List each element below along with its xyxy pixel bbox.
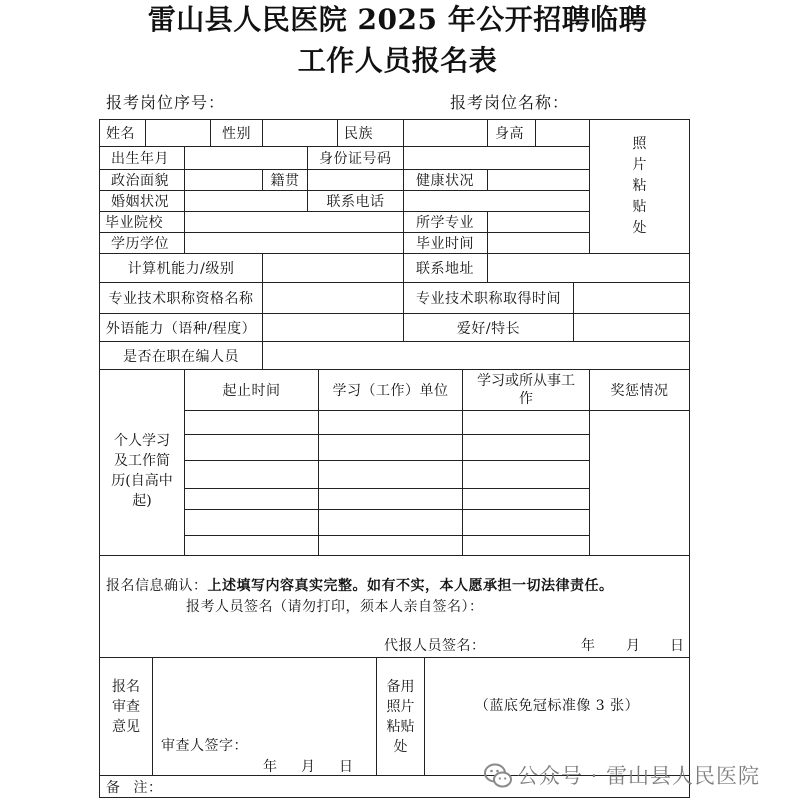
resume-work-cell: [462, 488, 590, 510]
height-value-cell: [535, 119, 590, 147]
resume-work-cell: [462, 410, 590, 435]
resume-period-cell: [184, 434, 319, 461]
gender-label: 性别: [210, 119, 263, 147]
birth-date-label: 出生年月: [99, 146, 185, 170]
form-title-line1: 雷山县人民医院 2025 年公开招聘临聘: [147, 3, 648, 36]
resume-unit-cell: [318, 509, 463, 536]
political-status-label: 政治面貌: [99, 169, 185, 191]
resume-period-cell: [184, 509, 319, 536]
school-label: 毕业院校: [99, 211, 185, 233]
photo-paste-area: [589, 119, 690, 254]
resume-unit-cell: [318, 434, 463, 461]
position-number-label: 报考岗位序号：: [106, 93, 226, 112]
confirmation-statement: 上述填写内容真实完整。如有不实，本人愿承担一切法律责任。: [207, 578, 614, 594]
spare-photo-area: [424, 657, 690, 776]
language-value-cell: [262, 313, 404, 342]
resume-period-cell: [184, 535, 319, 556]
resume-label-cell: [99, 369, 185, 556]
resume-work-cell: [462, 434, 590, 461]
gender-value-cell: [262, 119, 338, 147]
resume-header-unit: 学习（工作）单位: [318, 369, 463, 411]
native-place-label: 籍贯: [262, 169, 308, 191]
reviewer-signature-label: 审查人签字：: [161, 738, 248, 754]
resume-header-work: 学习或所从事工作: [477, 373, 575, 407]
name-value-cell: [145, 119, 211, 147]
confirmation-line: [106, 577, 614, 595]
confirmation-date-month: 月: [626, 638, 641, 654]
title-time-value-cell: [573, 282, 690, 314]
confirmation-section: [99, 555, 690, 658]
title-name-value-cell: [262, 282, 404, 314]
id-number-value-cell: [403, 146, 590, 170]
confirmation-date-day: 日: [670, 638, 685, 654]
address-label: 联系地址: [403, 253, 488, 283]
health-label: 健康状况: [403, 169, 488, 191]
review-date-day: 日: [339, 759, 354, 775]
resume-header-work-cell: [462, 369, 590, 411]
form-title-line2: 工作人员报名表: [297, 44, 498, 77]
review-date-year: 年: [263, 759, 278, 775]
health-value-cell: [487, 169, 590, 191]
resume-period-cell: [184, 488, 319, 510]
school-value-cell: [184, 211, 404, 233]
review-label-cell: [99, 657, 153, 776]
resume-unit-cell: [318, 535, 463, 556]
marital-status-label: 婚姻状况: [99, 190, 185, 212]
resume-unit-cell: [318, 488, 463, 510]
review-opinion-cell: [152, 657, 377, 776]
applicant-signature-label: 报考人员签名（请勿打印，须本人亲自签名）：: [186, 599, 484, 615]
title-name-label: 专业技术职称资格名称: [99, 282, 263, 314]
marital-status-value-cell: [184, 190, 308, 212]
resume-work-cell: [462, 509, 590, 536]
spare-photo-label: 备用照片粘贴处: [386, 679, 415, 755]
resume-header-period: 起止时间: [184, 369, 319, 411]
resume-header-awards: 奖惩情况: [589, 369, 690, 411]
ethnicity-label: 民族: [337, 119, 404, 147]
confirmation-date-year: 年: [581, 638, 596, 654]
on-staff-label: 是否在职在编人员: [99, 341, 263, 370]
name-label: 姓名: [99, 119, 146, 147]
resume-work-cell: [462, 535, 590, 556]
title-time-label: 专业技术职称取得时间: [403, 282, 574, 314]
address-value-cell: [487, 253, 690, 283]
confirmation-label: 报名信息确认：: [106, 578, 208, 594]
phone-label: 联系电话: [307, 190, 404, 212]
review-date-month: 月: [301, 759, 316, 775]
review-label: 报名审查意见: [112, 679, 140, 735]
spare-photo-label-cell: [376, 657, 425, 776]
photo-note: （蓝底免冠标准像 3 张）: [474, 698, 640, 714]
graduation-time-label: 毕业时间: [403, 232, 488, 254]
proxy-signature-label: 代报人员签名：: [384, 638, 486, 654]
major-value-cell: [487, 211, 590, 233]
graduation-time-value-cell: [487, 232, 590, 254]
photo-paste-label: 照片粘贴处: [632, 136, 647, 236]
native-place-value-cell: [307, 169, 404, 191]
computer-skill-label: 计算机能力/级别: [99, 253, 263, 283]
resume-period-cell: [184, 410, 319, 435]
birth-date-value-cell: [184, 146, 308, 170]
watermark-text: 公众号 · 雷山县人民医院: [517, 764, 761, 788]
degree-value-cell: [184, 232, 404, 254]
phone-value-cell: [403, 190, 590, 212]
resume-label: 个人学习及工作简历(自高中起): [111, 432, 173, 509]
wechat-icon: [484, 763, 512, 789]
height-label: 身高: [487, 119, 536, 147]
hobby-value-cell: [573, 313, 690, 342]
resume-unit-cell: [318, 460, 463, 489]
id-number-label: 身份证号码: [307, 146, 404, 170]
on-staff-value-cell: [262, 341, 690, 370]
degree-label: 学历学位: [99, 232, 185, 254]
hobby-label: 爱好/特长: [403, 313, 574, 342]
resume-unit-cell: [318, 410, 463, 435]
language-label: 外语能力（语种/程度）: [99, 313, 263, 342]
major-label: 所学专业: [403, 211, 488, 233]
resume-period-cell: [184, 460, 319, 489]
computer-skill-value-cell: [262, 253, 404, 283]
remarks-row: 备 注：: [99, 775, 690, 798]
resume-awards-cell: [589, 410, 690, 556]
resume-work-cell: [462, 460, 590, 489]
ethnicity-value-cell: [403, 119, 488, 147]
position-name-label: 报考岗位名称：: [450, 93, 570, 112]
political-status-value-cell: [184, 169, 263, 191]
